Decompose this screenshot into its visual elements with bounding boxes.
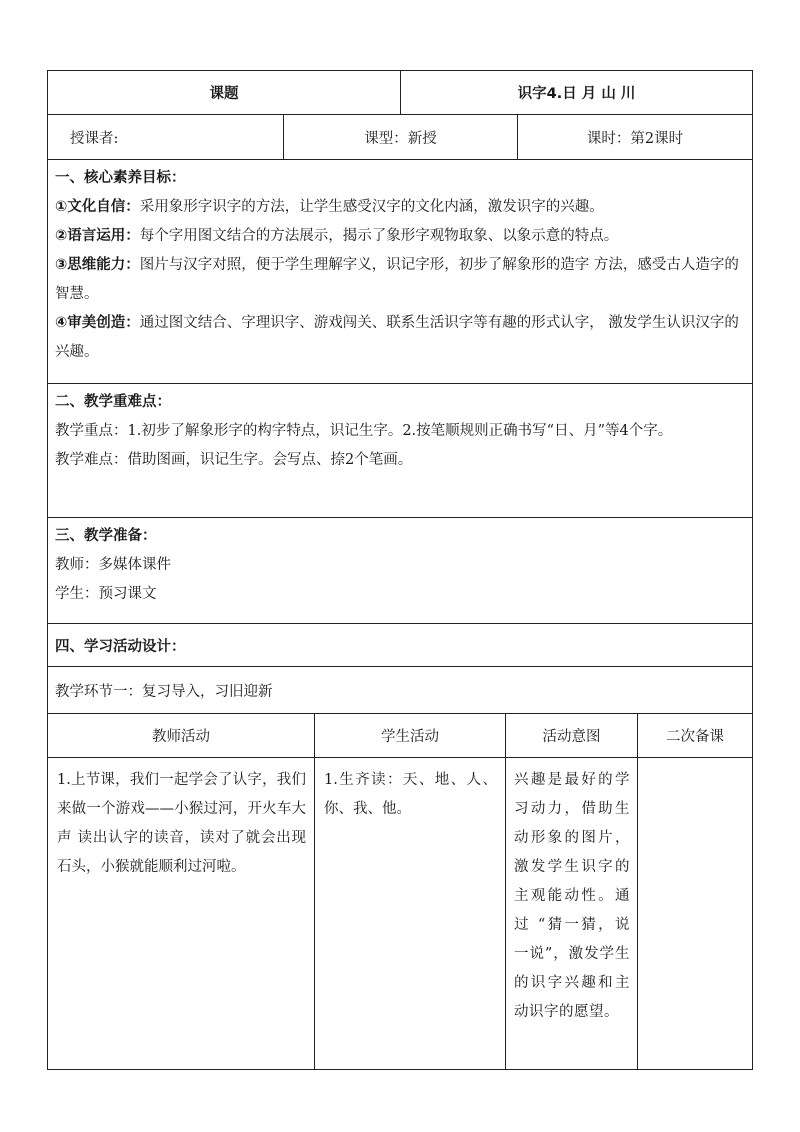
stage-title: 教学环节一：复习导入，习旧迎新	[55, 683, 273, 700]
teacher-field: 授课者:	[48, 115, 284, 159]
header-second-prep: 二次备课	[666, 729, 724, 745]
core-goals-section	[47, 160, 753, 384]
stage-row	[47, 667, 753, 714]
activity-design-title: 四、学习活动设计：	[55, 638, 186, 655]
header-student-activity: 学生活动	[315, 714, 506, 757]
activity-table-header	[47, 714, 753, 758]
activity-intent-cell: 兴趣是最好的学习动力，借助生动形象的图片，激发学生识字的主观能动性。通过 “猜一猜，说一说”，激发学生的识字兴趣和主动识字的愿望。	[506, 758, 638, 1069]
preparation-title: 三、教学准备：	[55, 528, 157, 544]
student-activity-cell: 1.生齐读：天、地、人、你、我、他。	[315, 758, 506, 1069]
lesson-plan-table	[47, 70, 753, 1070]
teacher-preparation: 教师：多媒体课件	[55, 557, 171, 573]
activity-table-row	[47, 758, 753, 1070]
goal-item: ①文化自信：采用象形字识字的方法，让学生感受汉字的文化内涵，激发识字的兴趣。	[55, 199, 604, 215]
teaching-difficulty: 教学难点：借助图画，识记生字。会写点、捺2个笔画。	[55, 452, 413, 468]
goal-item: ④审美创造：通过图文结合、字理识字、游戏闯关、联系生活识字等有趣的形式认字， 激发学生认识汉字的兴趣。	[55, 315, 739, 360]
subject-value: 识字4.日 月 山 川	[517, 86, 636, 102]
teaching-focus: 教学重点：1.初步了解象形字的构字特点，识记生字。2.按笔顺规则正确书写“日、月”等4个字。	[55, 423, 673, 439]
subject-row	[47, 70, 753, 115]
goal-item: ③思维能力：图片与汉字对照，便于学生理解字义，识记字形，初步了解象形的造字 方法，感受古人造字的智慧。	[55, 257, 739, 302]
teacher-activity-cell: 1.上节课，我们一起学会了认字，我们来做一个游戏——小猴过河，开火车大声 读出认字的读音，读对了就会出现石头，小猴就能顺利过河啦。	[48, 758, 315, 1069]
header-activity-intent: 活动意图	[506, 714, 638, 757]
student-preparation: 学生：预习课文	[55, 586, 157, 602]
preparation-section	[47, 518, 753, 624]
activity-design-row	[47, 624, 753, 667]
second-prep-cell	[638, 758, 752, 1069]
key-points-section	[47, 384, 753, 518]
goal-item: ②语言运用：每个字用图文结合的方法展示，揭示了象形字观物取象、以象示意的特点。	[55, 228, 619, 244]
period-field: 课时：第2课时	[586, 130, 684, 147]
lesson-info-row	[47, 115, 753, 160]
key-points-title: 二、教学重难点：	[55, 394, 171, 410]
header-teacher-activity: 教师活动	[48, 714, 315, 757]
core-goals-title: 一、核心素养目标：	[55, 170, 186, 186]
lesson-type-field: 课型：新授	[284, 115, 518, 159]
subject-label: 课题	[48, 71, 401, 114]
